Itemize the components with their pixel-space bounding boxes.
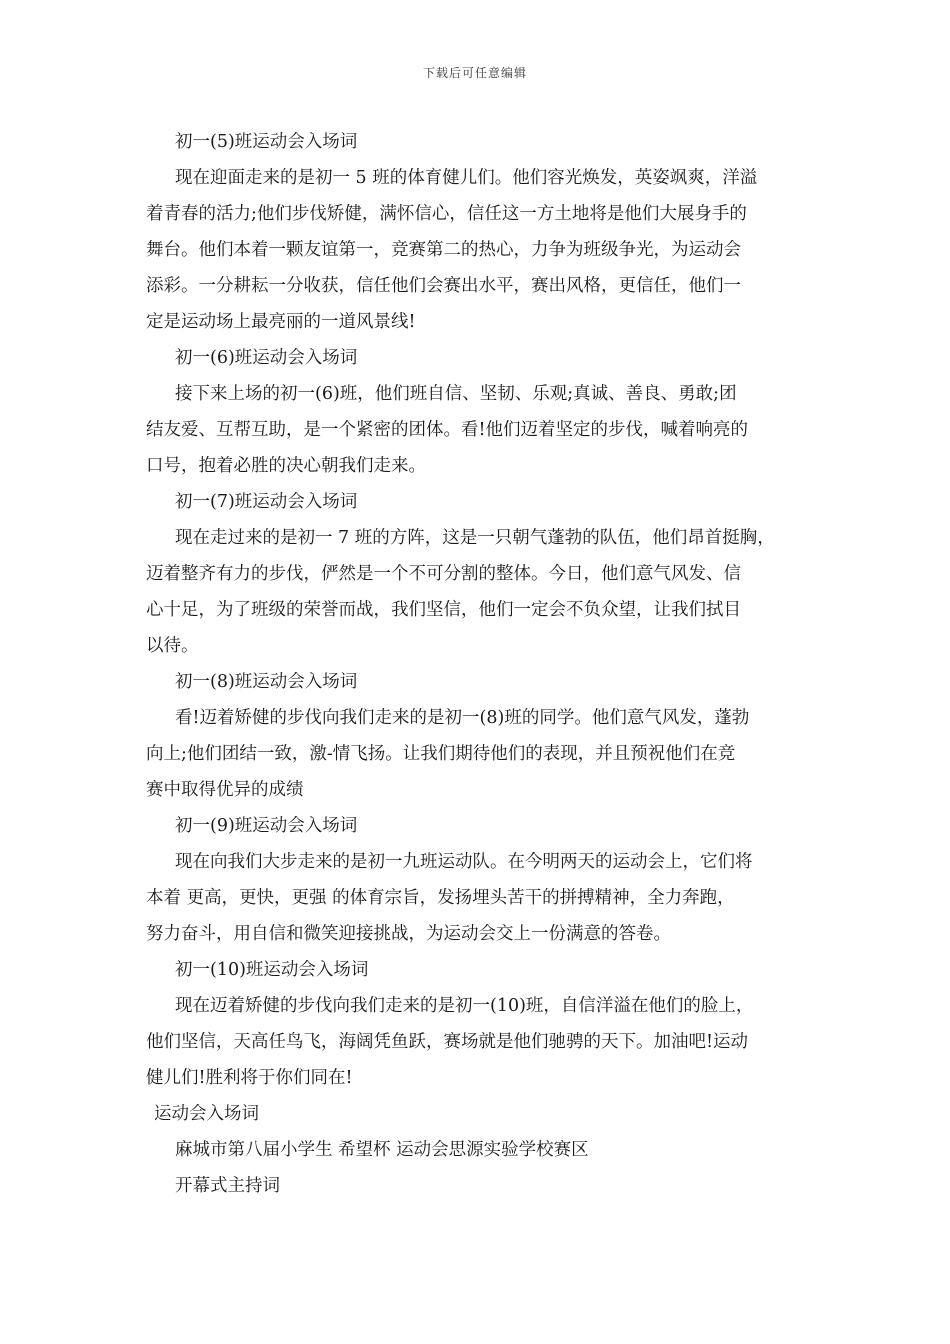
text-line: 向上;他们团结一致，激-情飞扬。让我们期待他们的表现，并且预祝他们在竞 (146, 744, 736, 764)
text-line: 初一(6)班运动会入场词 (175, 348, 358, 368)
text-line: 本着 更高，更快，更强 的体育宗旨，发扬埋头苦干的拼搏精神，全力奔跑， (146, 888, 735, 908)
text-line: 初一(7)班运动会入场词 (175, 492, 358, 512)
text-line: 现在向我们大步走来的是初一九班运动队。在今明两天的运动会上，它们将 (175, 852, 753, 872)
text-line: 健儿们!胜利将于你们同在! (146, 1068, 353, 1088)
text-line: 定是运动场上最亮丽的一道风景线! (146, 312, 416, 332)
text-line: 添彩。一分耕耘一分收获，信任他们会赛出水平，赛出风格，更信任，他们一 (146, 276, 741, 296)
document-body (146, 124, 810, 1204)
text-line: 看!迈着矫健的步伐向我们走来的是初一(8)班的同学。他们意气风发，蓬勃 (175, 708, 750, 728)
text-line: 赛中取得优异的成绩 (146, 780, 304, 800)
text-line: 麻城市第八届小学生 希望杯 运动会思源实验学校赛区 (175, 1140, 589, 1160)
text-line: 迈着整齐有力的步伐，俨然是一个不可分割的整体。今日，他们意气风发、信 (146, 564, 741, 584)
text-line: 初一(9)班运动会入场词 (175, 816, 358, 836)
text-line: 现在迈着矫健的步伐向我们走来的是初一(10)班，自信洋溢在他们的脸上， (175, 996, 754, 1016)
text-line: 初一(5)班运动会入场词 (175, 132, 358, 152)
page-header: 下载后可任意编辑 (422, 66, 527, 80)
text-line: 口号，抱着必胜的决心朝我们走来。 (146, 456, 426, 476)
text-line: 初一(10)班运动会入场词 (175, 960, 369, 980)
text-line: 初一(8)班运动会入场词 (175, 672, 358, 692)
text-line: 现在迎面走来的是初一 5 班的体育健儿们。他们容光焕发，英姿飒爽，洋溢 (175, 168, 758, 188)
text-line: 接下来上场的初一(6)班，他们班自信、坚韧、乐观;真诚、善良、勇敢;团 (175, 384, 737, 404)
text-line: 运动会入场词 (154, 1104, 259, 1124)
text-line: 结友爱、互帮互助，是一个紧密的团体。看!他们迈着坚定的步伐，喊着响亮的 (146, 420, 749, 440)
text-line: 他们坚信，天高任鸟飞，海阔凭鱼跃，赛场就是他们驰骋的天下。加油吧!运动 (146, 1032, 749, 1052)
text-line: 以待。 (146, 636, 199, 656)
text-line: 现在走过来的是初一 7 班的方阵，这是一只朝气蓬勃的队伍，他们昂首挺胸， (175, 528, 775, 548)
text-line: 心十足，为了班级的荣誉而战，我们坚信，他们一定会不负众望，让我们拭目 (146, 600, 741, 620)
text-line: 着青春的活力;他们步伐矫健，满怀信心，信任这一方土地将是他们大展身手的 (146, 204, 747, 224)
text-line: 舞台。他们本着一颗友谊第一，竞赛第二的热心，力争为班级争光，为运动会 (146, 240, 741, 260)
text-line: 开幕式主持词 (175, 1176, 280, 1196)
text-line: 努力奋斗，用自信和微笑迎接挑战，为运动会交上一份满意的答卷。 (146, 924, 671, 944)
